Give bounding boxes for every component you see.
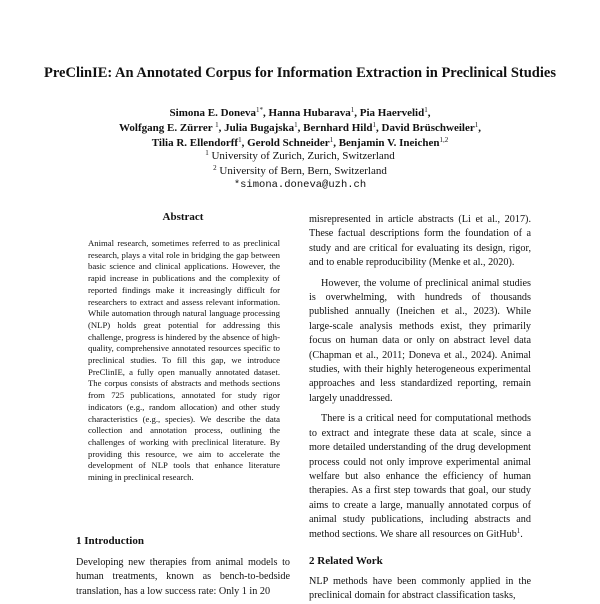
- author-name: Benjamin V. Ineichen: [338, 137, 440, 149]
- abstract-text: Animal research, sometimes referred to as preclinical research, plays a vital role in bridging the gap between basic science and clinical applications. However, the rapid increase in publications and the complexity of reported findings make it increasingly difficult for researchers to extract and assess relevant information. While automation through natural language processing (NLP) holds great potential for addressing this challenge, progress is hindered by the absence of high-quality, comprehensive annotated resources specific to preclinical studies. To fill this gap, we introduce PreClinIE, a fully open manually annotated dataset. The corpus consists of abstracts and methods sections from 725 publications, annotated for study rigor indicators (e.g., random allocation) and other study characteristics (e.g., species). We describe the data collection and annotation process, outlining the challenges of working with preclinical literature. By providing this resource, we aim to accelerate the development of NLP tools that enhance literature mining in preclinical research.: [88, 238, 280, 483]
- introduction-paragraph: Developing new therapies from animal models to human treatments, known as bench-to-bedside translation, has a low success rate: Only 1 in 20: [76, 557, 290, 597]
- section-heading-introduction: 1 Introduction: [76, 535, 144, 547]
- author-sup: 1: [474, 121, 479, 129]
- author-line-1: Simona E. Doneva$^{1*}$, Hanna Hubarava$^1$, Pia Haervelid$^1$,: [169, 106, 431, 119]
- author-name: Tilia R. Ellendorff: [151, 137, 239, 149]
- author-sup: 1: [215, 121, 219, 129]
- author-name: Pia Haervelid: [359, 107, 425, 119]
- author-name: Gerold Schneider: [247, 137, 330, 149]
- right-paragraph-1: misrepresented in article abstracts (Li et al., 2017). These factual descriptions form the foundation of a study and are critical for evaluating its design, rigor, and to enable reproducibility (Menke et al., 2020).: [309, 214, 531, 269]
- footnote-marker[interactable]: 1: [516, 526, 521, 535]
- affiliation-sup: 2: [213, 163, 217, 172]
- author-sup: 1: [350, 106, 355, 114]
- paragraph-end: .: [520, 528, 523, 540]
- author-sup: 1*: [256, 106, 264, 114]
- author-sup: 1: [372, 121, 377, 129]
- author-sup: 1: [238, 136, 242, 144]
- author-name: Wolfgang E. Zürrer: [119, 122, 213, 134]
- right-paragraph-3: [309, 412, 531, 542]
- paper-title: PreClinIE: An Annotated Corpus for Information Extraction in Preclinical Studies: [44, 65, 556, 81]
- author-sup: 1: [329, 136, 334, 144]
- right-paragraph-2: However, the volume of preclinical animal studies is overwhelming, with hundreds of thousands published annually (Ineichen et al., 2023). While large-scale analysis methods exist, they primarily focus on human data or only on abstract level data (Chapman et al., 2011; Doneva et al., 2024). Animal studies, with their highly heterogeneous experimental approaches and less standardized reporting, remain largely unaddressed.: [309, 277, 531, 404]
- abstract-heading: Abstract: [162, 211, 204, 223]
- author-name: Julia Bugajska: [224, 122, 295, 134]
- contact-email[interactable]: *simona.doneva@uzh.ch: [233, 179, 367, 191]
- author-list: [30, 106, 570, 151]
- author-sup: 1: [424, 106, 428, 114]
- affiliations: [30, 149, 570, 193]
- author-line-2: Wolfgang E. Zürrer $^1$, Julia Bugajska$^1$, Bernhard Hild$^1$, David Brüschweiler$^1$,: [119, 121, 481, 134]
- affiliation-text: University of Zurich, Zurich, Switzerland: [211, 150, 395, 162]
- author-name: Bernhard Hild: [303, 122, 373, 134]
- affiliation-sup: 1: [205, 149, 209, 157]
- related-work-paragraph: NLP methods have been commonly applied in the preclinical domain for abstract classification tasks,: [309, 576, 531, 602]
- author-sup: 1,2: [439, 136, 449, 144]
- author-sup: 1: [294, 121, 298, 129]
- section-heading-related-work: 2 Related Work: [309, 555, 383, 567]
- author-name: Hanna Hubarava: [268, 107, 351, 119]
- author-line-3: Tilia R. Ellendorff$^1$, Gerold Schneider$^1$, Benjamin V. Ineichen$^{1,2}$: [151, 136, 449, 149]
- affiliation-1: [30, 149, 570, 164]
- author-name: David Brüschweiler: [381, 122, 475, 134]
- right-column: [309, 213, 531, 542]
- affiliation-text: University of Bern, Bern, Switzerland: [219, 164, 387, 177]
- affiliation-2: [30, 164, 570, 179]
- author-name: Simona E. Doneva: [169, 107, 257, 119]
- paragraph-text: There is a critical need for computational methods to extract and integrate these data at scale, since a more detailed understanding of the drug development process could not only improve experimental animal welfare but also enhance the efficiency of human therapies. As a first step towards that goal, our study aims to create a large, manually annotated corpus of animal study publications, including abstracts and method sections. We share all resources on GitHub: [309, 413, 531, 540]
